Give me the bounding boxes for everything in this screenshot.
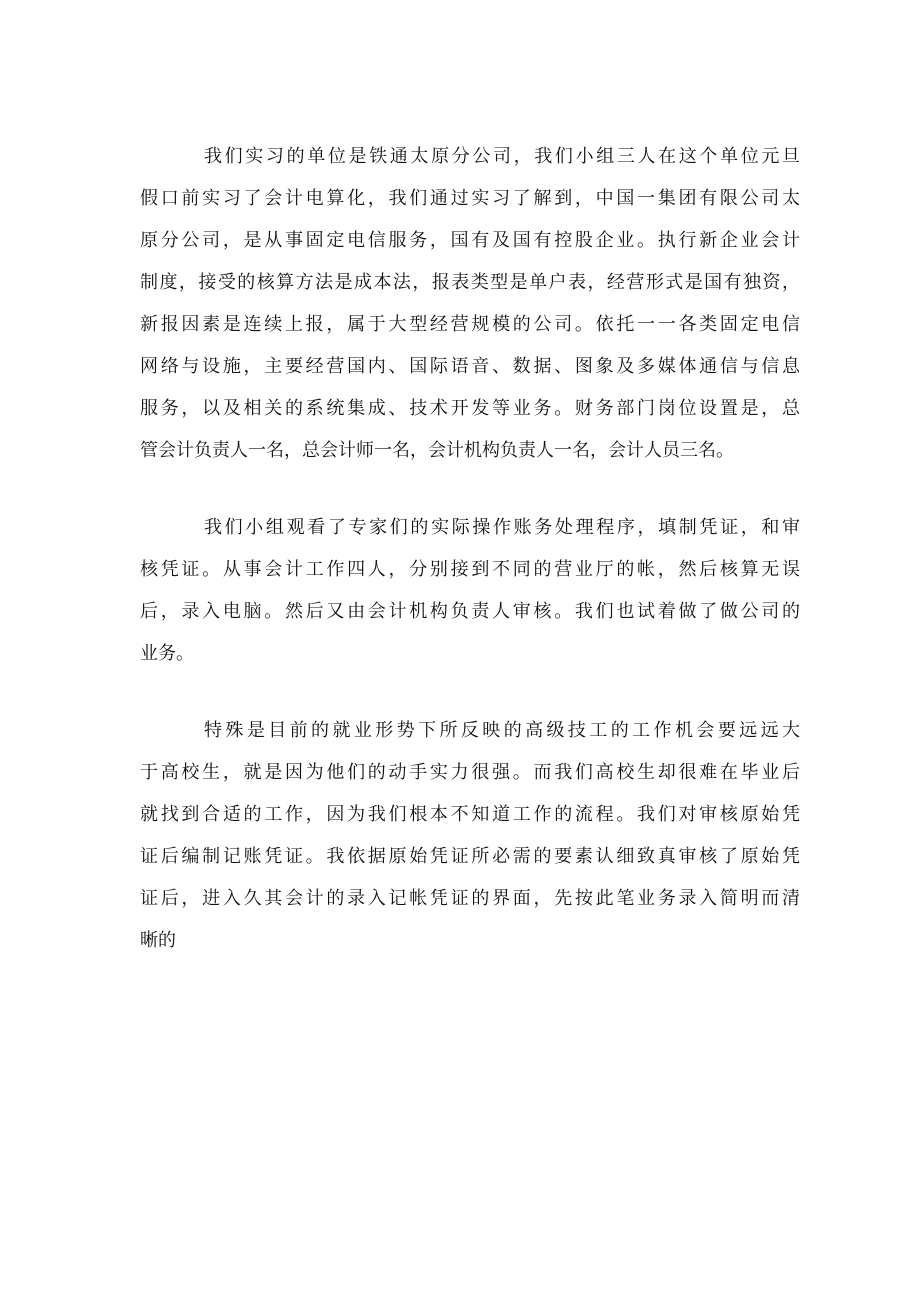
text-line: 服务，以及相关的系统集成、技术开发等业务。财务部门岗位设置是，总 [140, 398, 800, 419]
text-line: 原分公司，是从事固定电信服务，国有及国有控股企业。执行新企业会计 [140, 230, 800, 251]
text-line: 业务。 [140, 643, 194, 664]
text-line: 晰的 [140, 930, 176, 951]
text-line: 制度，接受的核算方法是成本法，报表类型是单户表，经营形式是国有独资， [140, 272, 800, 293]
text-line: 特殊是目前的就业形势下所反映的高级技工的工作机会要远远大 [204, 720, 800, 741]
text-line: 于高校生，就是因为他们的动手实力很强。而我们高校生却很难在毕业后 [140, 762, 800, 783]
paragraph-internship-unit [140, 136, 800, 472]
text-line: 后，录入电脑。然后又由会计机构负责人审核。我们也试着做了做公司的 [140, 601, 800, 622]
text-line: 就找到合适的工作，因为我们根本不知道工作的流程。我们对审核原始凭 [140, 804, 800, 825]
text-line: 网络与设施，主要经营国内、国际语音、数据、图象及多媒体通信与信息 [140, 356, 800, 377]
text-line: 证后编制记账凭证。我依据原始凭证所必需的要素认细致真审核了原始凭 [140, 846, 800, 867]
text-line: 我们实习的单位是铁通太原分公司，我们小组三人在这个单位元旦 [204, 146, 800, 167]
text-line: 假口前实习了会计电算化，我们通过实习了解到，中国一集团有限公司太 [140, 188, 800, 209]
text-line: 证后，进入久其会计的录入记帐凭证的界面，先按此笔业务录入简明而清 [140, 888, 800, 909]
paragraph-employment [140, 710, 800, 962]
text-line: 我们小组观看了专家们的实际操作账务处理程序，填制凭证，和审 [204, 517, 800, 538]
text-line: 新报因素是连续上报，属于大型经营规模的公司。依托一一各类固定电信 [140, 314, 800, 335]
paragraph-observation [140, 507, 800, 675]
text-line: 核凭证。从事会计工作四人，分别接到不同的营业厅的帐，然后核算无误 [140, 559, 800, 580]
text-line: 管会计负责人一名，总会计师一名，会计机构负责人一名，会计人员三名。 [140, 440, 734, 461]
